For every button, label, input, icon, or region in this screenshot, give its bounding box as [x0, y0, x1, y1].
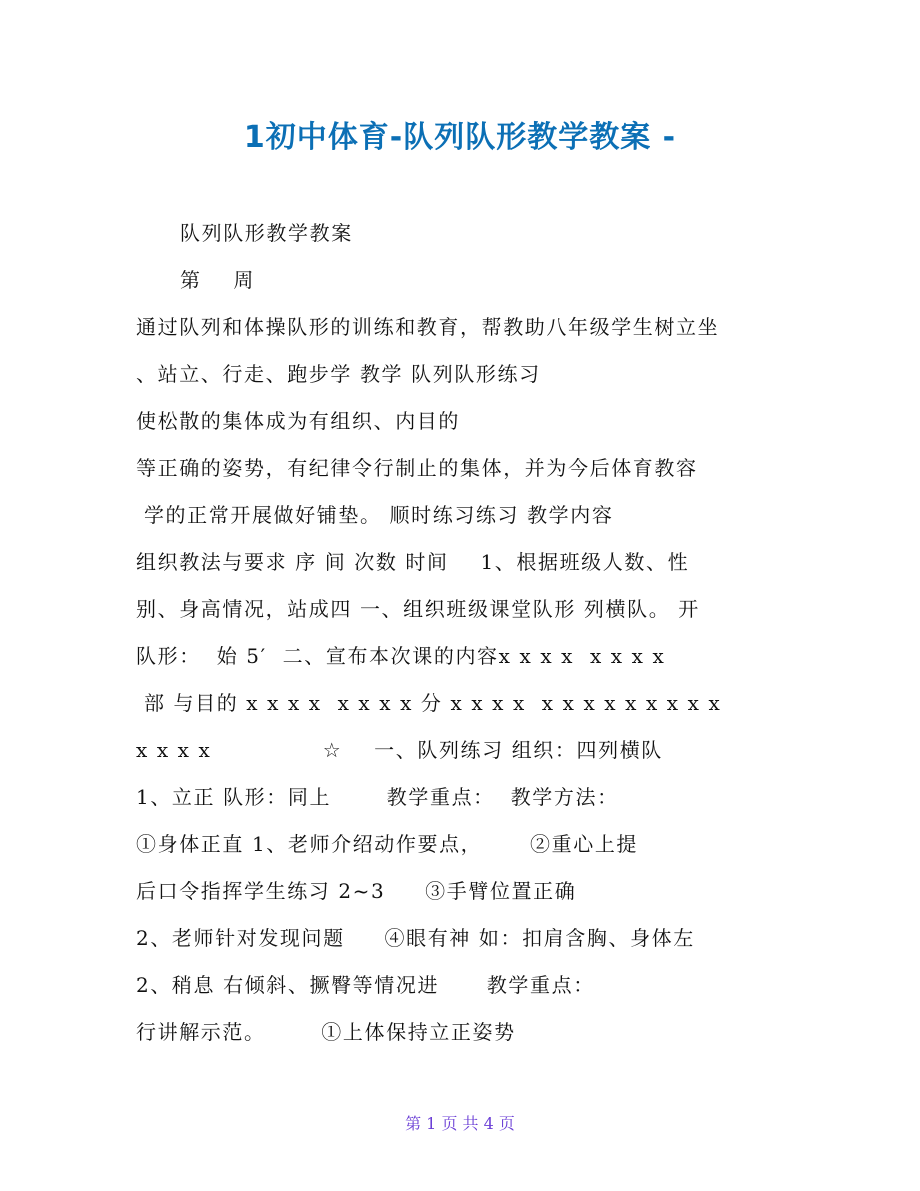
body-line: ①身体正直 1、老师介绍动作要点， ②重心上提 [136, 832, 639, 856]
body-line: 学的正常开展做好铺垫。 顺时练习练习 教学内容 [136, 503, 614, 527]
body-line: 组织教法与要求 序 间 次数 时间 1、根据班级人数、性 [136, 550, 690, 574]
document-title: 1初中体育-队列队形教学教案 - [243, 120, 677, 155]
body-line: 使松散的集体成为有组织、内目的 [136, 409, 460, 433]
body-line: x x x x ☆ 一、队列练习 组织：四列横队 [136, 738, 663, 762]
body-line: 2、老师针对发现问题 ④眼有神 如：扣肩含胸、身体左 [136, 926, 695, 950]
body-line: 第 周 [180, 268, 256, 292]
body-line: 等正确的姿势，有纪律令行制止的集体，并为今后体育教容 [136, 456, 698, 480]
body-line: 部 与目的 x x x x x x x x 分 x x x x x x x x x x x x x [136, 691, 722, 715]
body-line: 1、立正 队形：同上 教学重点： 教学方法： [136, 785, 619, 809]
body-line: 别、身高情况，站成四 一、组织班级课堂队形 列横队。 开 [136, 597, 700, 621]
body-line: 、站立、行走、跑步学 教学 队列队形练习 [136, 362, 541, 386]
body-line: 后口令指挥学生练习 2~3 ③手臂位置正确 [136, 879, 577, 903]
body-line: 通过队列和体操队形的训练和教育，帮教助八年级学生树立坐 [136, 315, 720, 339]
page-indicator: 第 1 页 共 4 页 [405, 1114, 515, 1133]
body-line: 队列队形教学教案 [180, 221, 353, 245]
body-line: 2、稍息 右倾斜、撅臀等情况进 教学重点： [136, 973, 595, 997]
body-line: 行讲解示范。 ①上体保持立正姿势 [136, 1020, 516, 1044]
body-line: 队形： 始 5′ 二、宣布本次课的内容x x x x x x x x [136, 644, 666, 668]
